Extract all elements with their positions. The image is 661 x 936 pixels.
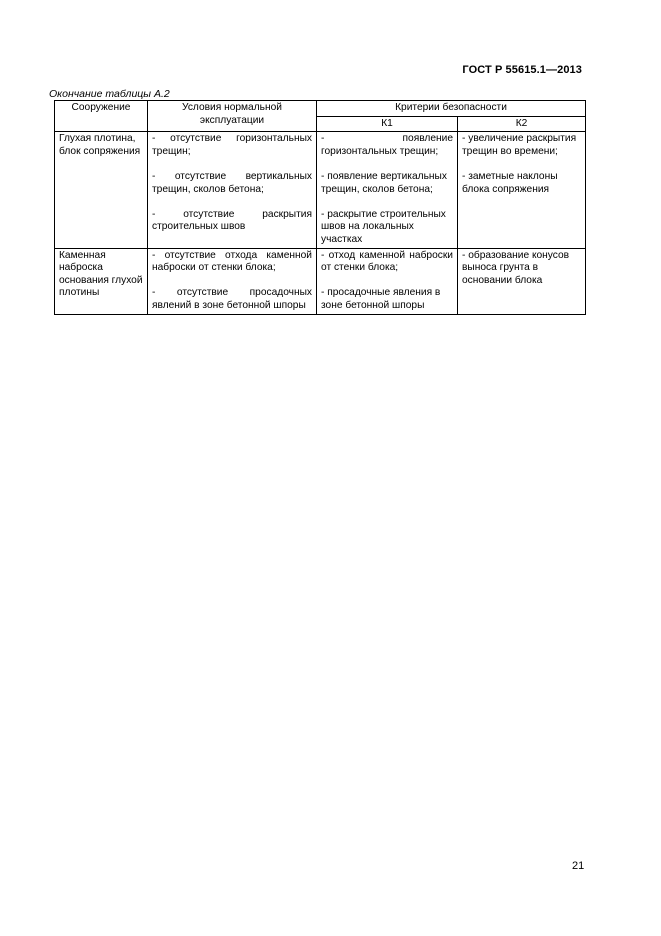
k1-item: - раскрытие строительных швов на локальных участках <box>321 208 446 245</box>
k1-item: - появление горизонтальных трещин; <box>321 133 453 157</box>
table-caption: Окончание таблицы А.2 <box>49 88 170 100</box>
cell-conditions <box>148 248 317 314</box>
k2-item: - увеличение раскрытия трещин во времени; <box>462 133 577 157</box>
cell-k1 <box>317 132 458 248</box>
condition-item: - отсутствие раскрытия строительных швов <box>152 208 312 233</box>
condition-item: - отсутствие просадочных явлений в зоне бетонной шпоры <box>152 287 312 311</box>
header-k2: К2 <box>458 116 586 132</box>
k1-item: - просадочные явления в зоне бетонной шпоры <box>321 287 441 311</box>
header-conditions: Условия нормальной эксплуатации <box>148 101 317 132</box>
condition-item: - отсутствие горизонтальных трещин; <box>152 133 312 157</box>
cell-structure: Каменная наброска основания глухой плотины <box>55 248 148 314</box>
safety-criteria-table <box>54 100 586 315</box>
condition-item: - отсутствие отхода каменной наброски от стенки блока; <box>152 249 312 274</box>
k1-item: - отход каменной наброски от стенки блока; <box>321 249 453 274</box>
cell-conditions <box>148 132 317 248</box>
table-row <box>55 248 586 314</box>
k2-item: - заметные наклоны блока сопряжения <box>462 170 558 195</box>
condition-item: - отсутствие вертикальных трещин, сколов бетона; <box>152 170 312 195</box>
document-code: ГОСТ Р 55615.1—2013 <box>462 64 582 76</box>
k1-item: - появление вертикальных трещин, сколов бетона; <box>321 170 447 195</box>
header-k1: К1 <box>317 116 458 132</box>
cell-structure: Глухая плотина, блок сопряжения <box>55 132 148 248</box>
header-criteria: Критерии безопасности <box>317 101 586 117</box>
table-row <box>55 132 586 248</box>
cell-k1 <box>317 248 458 314</box>
k2-item: - образование конусов выноса грунта в основании блока <box>462 249 570 286</box>
header-structure: Сооружение <box>55 101 148 132</box>
page-number: 21 <box>572 860 585 872</box>
cell-k2 <box>458 132 586 248</box>
cell-k2 <box>458 248 586 314</box>
